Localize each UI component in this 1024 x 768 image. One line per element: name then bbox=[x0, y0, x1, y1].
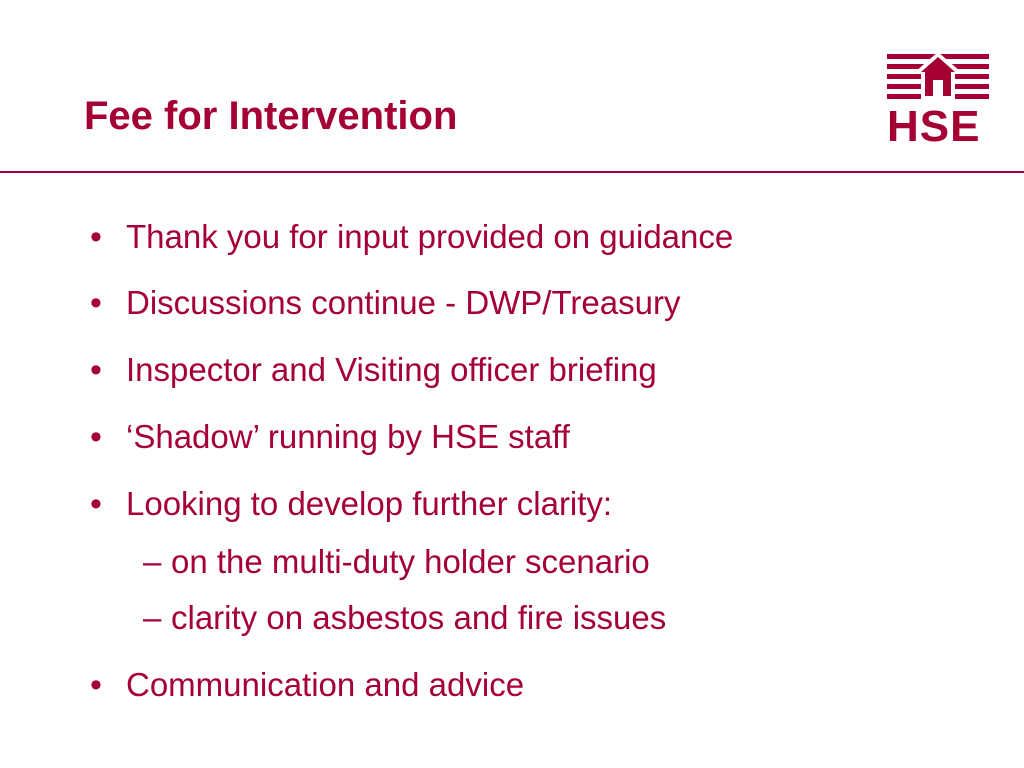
hse-house-logo-icon bbox=[885, 50, 991, 110]
sub-bullet-text: clarity on asbestos and fire issues bbox=[171, 599, 667, 636]
title-divider bbox=[0, 171, 1024, 173]
dash-icon: – bbox=[143, 599, 162, 636]
bullet-icon: • bbox=[90, 485, 102, 523]
bullet-text: Discussions continue - DWP/Treasury bbox=[126, 284, 681, 321]
bullet-text: Communication and advice bbox=[126, 666, 525, 703]
slide-title: Fee for Intervention bbox=[84, 94, 458, 138]
bullet-icon: • bbox=[90, 218, 102, 256]
dash-icon: – bbox=[143, 543, 162, 580]
bullet-icon: • bbox=[90, 284, 102, 322]
bullet-icon: • bbox=[90, 351, 102, 389]
bullet-text: Inspector and Visiting officer briefing bbox=[126, 351, 657, 388]
hse-logo-text: HSE bbox=[887, 102, 981, 151]
bullet-text: ‘Shadow’ running by HSE staff bbox=[126, 418, 570, 455]
hse-logo bbox=[885, 50, 991, 151]
sub-bullet-text: on the multi-duty holder scenario bbox=[171, 543, 650, 580]
bullet-text: Looking to develop further clarity: bbox=[126, 485, 613, 522]
sub-bullet-item bbox=[143, 598, 666, 638]
bullet-icon: • bbox=[90, 418, 102, 456]
sub-bullet-item bbox=[143, 542, 650, 582]
bullet-text: Thank you for input provided on guidance bbox=[126, 218, 734, 255]
bullet-icon: • bbox=[90, 666, 102, 704]
